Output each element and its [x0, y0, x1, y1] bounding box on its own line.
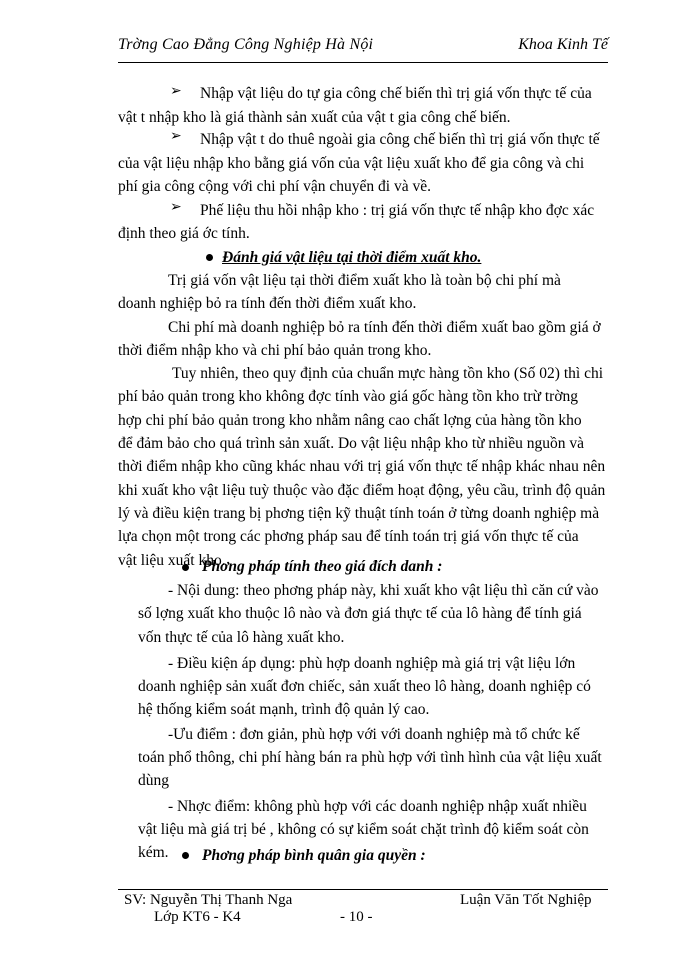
body-line: kém.: [138, 844, 169, 861]
footer-rule: [118, 889, 608, 890]
round-bullet-icon: [206, 254, 213, 261]
body-line: phí bảo quản trong kho không đợc tính vào giá gốc hàng tồn kho trừ trờng: [118, 388, 579, 405]
body-line: để đảm bảo cho quá trình sản xuất. Do vật liệu nhập kho từ nhiều nguồn và: [118, 435, 584, 452]
body-line: lý và điều kiện trang bị phơng tiện kỹ thuật tính toán ở từng doanh nghiệp mà: [118, 505, 600, 522]
body-line: vốn thực tế của lô hàng xuất kho.: [138, 629, 345, 646]
body-line: hệ thống kiểm soát mạnh, trình độ quản lý cao.: [138, 701, 430, 718]
header-faculty: Khoa Kinh Tế: [518, 36, 608, 53]
footer-student: SV: Nguyễn Thị Thanh Nga: [124, 892, 293, 908]
body-line: thời điểm nhập kho và chi phí bảo quản trong kho.: [118, 342, 432, 359]
body-line: -Ưu điểm : đơn giản, phù hợp với với doanh nghiệp mà tổ chức kế: [168, 726, 580, 743]
body-line: của vật liệu nhập kho bằng giá vốn của vật liệu xuất kho để gia công và chi: [118, 155, 585, 172]
footer-thesis: Luận Văn Tốt Nghiệp: [460, 892, 592, 908]
body-line: - Nhợc điểm: không phù hợp với các doanh nghiệp nhập xuất nhiều: [168, 798, 587, 815]
body-line: vật t nhập kho là giá thành sản xuất của vật t gia công chế biến.: [118, 109, 511, 126]
body-line: hợp chi phí bảo quản trong kho nhằm nâng cao chất lợng của hàng tồn kho: [118, 412, 582, 429]
body-line: - Nội dung: theo phơng pháp này, khi xuất kho vật liệu thì căn cứ vào: [168, 582, 599, 599]
body-line: Nhập vật liệu do tự gia công chế biến thì trị giá vốn thực tế của: [200, 85, 592, 102]
subsection-heading: Phơng pháp bình quân gia quyền :: [202, 847, 426, 864]
body-line: doanh nghiệp bỏ ra tính đến thời điểm xuất kho.: [118, 295, 417, 312]
arrow-bullet-icon: ➢: [170, 129, 182, 144]
body-line: toán phổ thông, chi phí hàng bán ra phù hợp với tình hình của vật liệu xuất: [138, 749, 602, 766]
body-line: dùng: [138, 772, 169, 789]
body-line: phí gia công cộng với chi phí vận chuyển đi và về.: [118, 178, 431, 195]
body-line: Tuy nhiên, theo quy định của chuẩn mực hàng tồn kho (Số 02) thì chi: [172, 365, 604, 382]
body-line: vật liệu xuất kho.: [118, 552, 226, 569]
header-school: Trờng Cao Đẳng Công Nghiệp Hà Nội: [118, 36, 374, 53]
body-line: khi xuất kho vật liệu tuỳ thuộc vào đặc điểm hoạt động, yêu cầu, trình độ quản: [118, 482, 606, 499]
round-bullet-icon: [182, 852, 189, 859]
arrow-bullet-icon: ➢: [170, 84, 182, 99]
body-line: thời điểm nhập kho cũng khác nhau với trị giá vốn thực tế nhập khác nhau nên: [118, 458, 606, 475]
body-line: Phế liệu thu hồi nhập kho : trị giá vốn thực tế nhập kho đợc xác: [200, 202, 595, 219]
section-heading: Đánh giá vật liệu tại thời điểm xuất kho.: [222, 249, 482, 266]
page-header: [118, 36, 608, 62]
body-line: Trị giá vốn vật liệu tại thời điểm xuất kho là toàn bộ chi phí mà: [168, 272, 561, 289]
header-rule: [118, 62, 608, 63]
arrow-bullet-icon: ➢: [170, 200, 182, 215]
body-line: doanh nghiệp sản xuất đơn chiếc, sản xuất theo lô hàng, doanh nghiệp có: [138, 678, 591, 695]
page-number: - 10 -: [340, 909, 373, 925]
body-line: lựa chọn một trong các phơng pháp sau để tính toán trị giá vốn thực tế của: [118, 528, 579, 545]
body-line: vật liệu mà giá trị bé , không có sự kiểm soát chặt trình độ kiểm soát còn: [138, 821, 589, 838]
subsection-heading: Phơng pháp tính theo giá đích danh :: [202, 558, 443, 575]
body-line: Nhập vật t do thuê ngoài gia công chế biến thì trị giá vốn thực tế: [200, 131, 600, 148]
body-line: định theo giá ớc tính.: [118, 225, 250, 242]
body-line: - Điều kiện áp dụng: phù hợp doanh nghiệp mà giá trị vật liệu lớn: [168, 655, 576, 672]
body-line: số lợng xuất kho thuộc lô nào và đơn giá thực tế của lô hàng để tính giá: [138, 605, 582, 622]
footer-class: Lớp KT6 - K4: [154, 909, 241, 925]
body-line: Chi phí mà doanh nghiệp bỏ ra tính đến thời điểm xuất bao gồm giá ở: [168, 319, 601, 336]
